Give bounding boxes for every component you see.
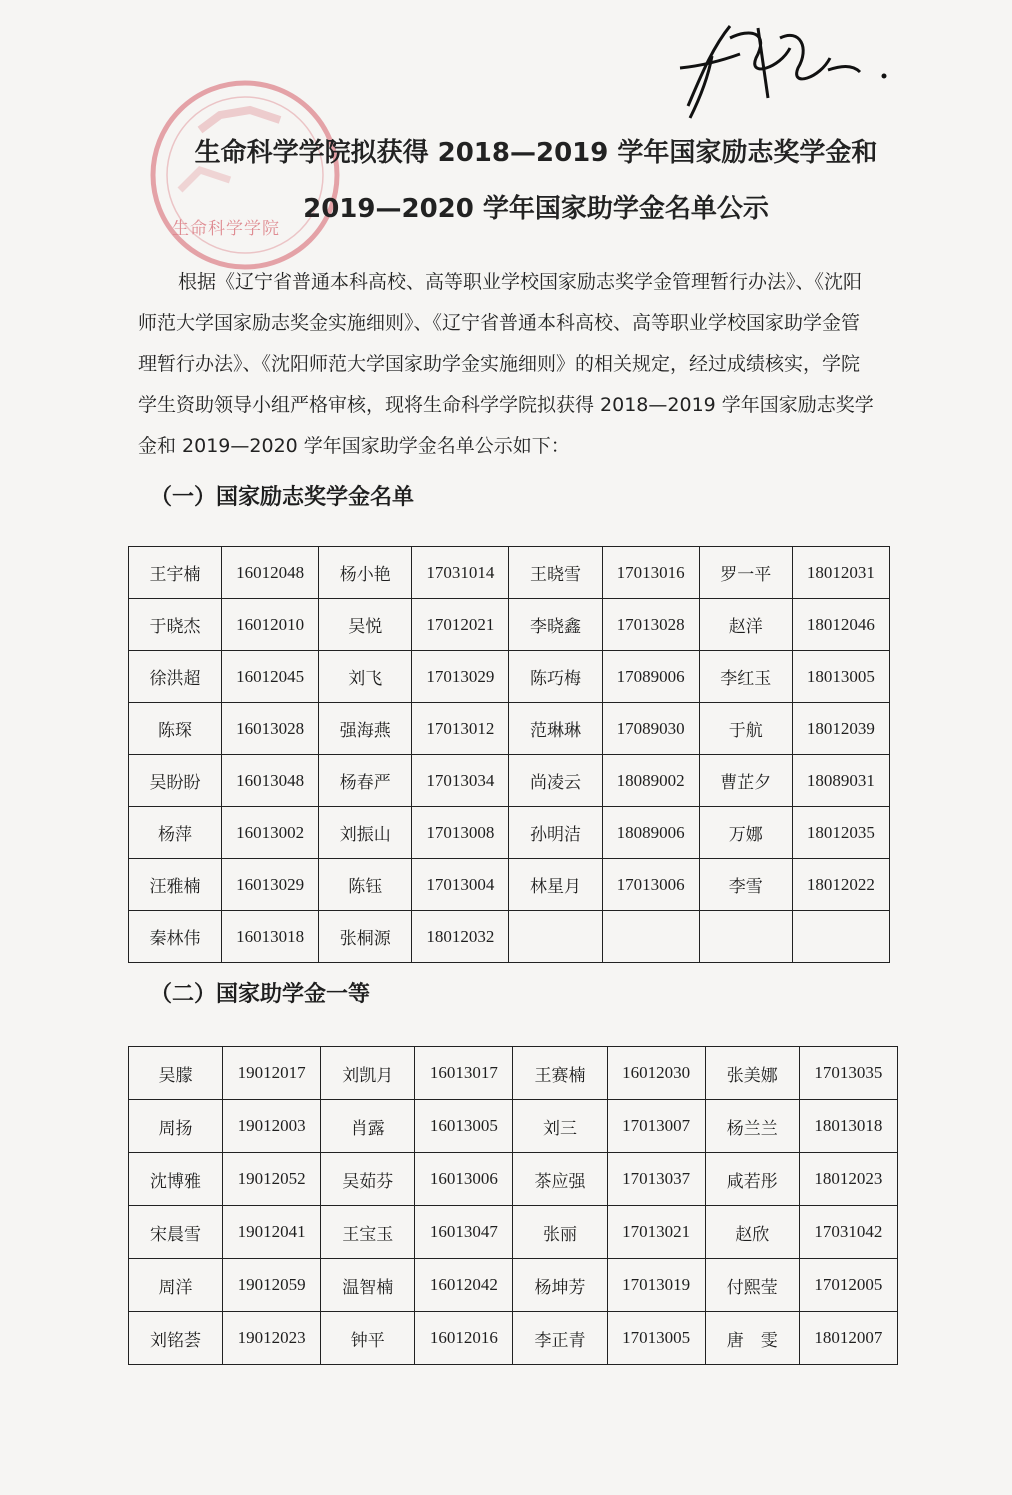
student-name-cell: 强海燕 [319,703,412,755]
student-name-cell: 于航 [699,703,792,755]
student-name-cell [509,911,602,963]
student-name-cell: 杨小艳 [319,547,412,599]
student-id-cell: 18012046 [792,599,889,651]
seal-stamp [140,70,350,280]
scholarship-table [128,546,890,963]
student-name-cell: 赵欣 [705,1206,799,1259]
student-id-cell: 18013005 [792,651,889,703]
student-id-cell: 16013017 [415,1047,513,1100]
handwritten-signature [660,8,900,138]
table-row [129,547,890,599]
student-name-cell: 刘三 [513,1100,607,1153]
student-name-cell: 陈琛 [129,703,222,755]
student-id-cell: 17031042 [799,1206,897,1259]
student-name-cell: 万娜 [699,807,792,859]
student-id-cell: 18012032 [412,911,509,963]
student-id-cell: 17013012 [412,703,509,755]
student-name-cell: 尚凌云 [509,755,602,807]
student-id-cell: 17013004 [412,859,509,911]
student-name-cell: 王晓雪 [509,547,602,599]
student-name-cell: 杨萍 [129,807,222,859]
student-id-cell: 16012048 [222,547,319,599]
student-name-cell: 宋晨雪 [129,1206,223,1259]
student-id-cell: 16012016 [415,1312,513,1365]
student-id-cell: 17013029 [412,651,509,703]
student-id-cell: 17013016 [602,547,699,599]
student-id-cell: 16013018 [222,911,319,963]
grant-table [128,1046,898,1365]
section-heading-scholarship: （一）国家励志奖学金名单 [150,485,415,510]
student-id-cell: 16012030 [607,1047,705,1100]
student-name-cell: 范琳琳 [509,703,602,755]
student-name-cell: 杨春严 [319,755,412,807]
table-row [129,703,890,755]
student-id-cell: 16013006 [415,1153,513,1206]
student-name-cell: 张美娜 [705,1047,799,1100]
student-id-cell: 19012059 [223,1259,321,1312]
student-id-cell: 16012042 [415,1259,513,1312]
student-id-cell: 19012041 [223,1206,321,1259]
student-id-cell: 18089002 [602,755,699,807]
student-name-cell: 刘铭荟 [129,1312,223,1365]
student-name-cell: 吴茹芬 [321,1153,415,1206]
student-id-cell: 16013047 [415,1206,513,1259]
student-name-cell: 付熙莹 [705,1259,799,1312]
student-id-cell: 17089006 [602,651,699,703]
table-row [129,859,890,911]
student-name-cell: 吴朦 [129,1047,223,1100]
student-id-cell: 17013035 [799,1047,897,1100]
student-name-cell: 吴盼盼 [129,755,222,807]
student-id-cell: 17031014 [412,547,509,599]
student-name-cell: 汪雅楠 [129,859,222,911]
student-name-cell: 徐洪超 [129,651,222,703]
student-id-cell: 17013019 [607,1259,705,1312]
student-name-cell: 李红玉 [699,651,792,703]
table-row [129,1206,898,1259]
student-name-cell: 王赛楠 [513,1047,607,1100]
table-row [129,1153,898,1206]
table-row [129,599,890,651]
student-id-cell: 17013021 [607,1206,705,1259]
seal-text: 生命科学学院 [172,219,280,239]
table-row [129,651,890,703]
student-name-cell: 李正青 [513,1312,607,1365]
student-name-cell: 咸若彤 [705,1153,799,1206]
student-name-cell: 周扬 [129,1100,223,1153]
student-id-cell [602,911,699,963]
student-name-cell: 杨兰兰 [705,1100,799,1153]
intro-paragraph: 根据《辽宁省普通本科高校、高等职业学校国家励志奖学金管理暂行办法》、《沈阳师范大学国家励志奖金实施细则》、《辽宁省普通本科高校、高等职业学校国家助学金管理暂行办法》、《沈阳师范大学国家助学金实施细则》的相关规定，经过成绩核实，学院学生资助领导小组严格审核，现将生命科学学院拟获得 2018—2019 学年国家励志奖学金和 2019—2020 学年国家助学金名单公示如下： [138,271,874,457]
student-name-cell: 张桐源 [319,911,412,963]
student-name-cell: 秦林伟 [129,911,222,963]
student-id-cell: 17012021 [412,599,509,651]
student-id-cell: 17013037 [607,1153,705,1206]
student-name-cell: 陈钰 [319,859,412,911]
student-name-cell: 肖露 [321,1100,415,1153]
student-name-cell: 茶应强 [513,1153,607,1206]
student-id-cell: 19012017 [223,1047,321,1100]
student-name-cell: 曹芷夕 [699,755,792,807]
student-id-cell: 17013008 [412,807,509,859]
student-id-cell: 16013002 [222,807,319,859]
student-name-cell: 刘凯月 [321,1047,415,1100]
student-id-cell: 16013048 [222,755,319,807]
student-id-cell: 16012045 [222,651,319,703]
student-id-cell: 18012039 [792,703,889,755]
student-name-cell: 张丽 [513,1206,607,1259]
table-row [129,755,890,807]
student-id-cell: 17013034 [412,755,509,807]
student-name-cell: 孙明洁 [509,807,602,859]
student-id-cell: 18012022 [792,859,889,911]
student-name-cell: 周洋 [129,1259,223,1312]
student-name-cell: 于晓杰 [129,599,222,651]
student-name-cell: 王宇楠 [129,547,222,599]
student-name-cell: 唐 雯 [705,1312,799,1365]
student-id-cell: 19012003 [223,1100,321,1153]
table-row [129,807,890,859]
student-name-cell: 杨坤芳 [513,1259,607,1312]
student-name-cell: 陈巧梅 [509,651,602,703]
student-name-cell: 钟平 [321,1312,415,1365]
student-name-cell: 刘飞 [319,651,412,703]
student-name-cell: 李晓鑫 [509,599,602,651]
document-title-line2: 2019—2020 学年国家助学金名单公示 [303,194,769,224]
student-id-cell: 17089030 [602,703,699,755]
student-id-cell: 18089006 [602,807,699,859]
student-id-cell: 19012052 [223,1153,321,1206]
student-id-cell: 17013005 [607,1312,705,1365]
section-heading-grant: （二）国家助学金一等 [150,982,371,1007]
table-row [129,1047,898,1100]
student-name-cell: 刘振山 [319,807,412,859]
table-row [129,911,890,963]
student-name-cell: 林星月 [509,859,602,911]
student-id-cell: 17013006 [602,859,699,911]
student-id-cell: 16013005 [415,1100,513,1153]
student-id-cell: 18013018 [799,1100,897,1153]
student-id-cell: 16013029 [222,859,319,911]
student-id-cell [792,911,889,963]
table-row [129,1100,898,1153]
student-name-cell: 罗一平 [699,547,792,599]
student-name-cell: 吴悦 [319,599,412,651]
student-name-cell: 王宝玉 [321,1206,415,1259]
student-id-cell: 18012031 [792,547,889,599]
document-title-line1: 生命科学学院拟获得 2018—2019 学年国家励志奖学金和 [194,138,878,168]
student-name-cell: 赵洋 [699,599,792,651]
student-id-cell: 16012010 [222,599,319,651]
student-id-cell: 18089031 [792,755,889,807]
student-id-cell: 17013028 [602,599,699,651]
student-id-cell: 19012023 [223,1312,321,1365]
student-name-cell: 温智楠 [321,1259,415,1312]
student-name-cell: 李雪 [699,859,792,911]
student-id-cell: 18012007 [799,1312,897,1365]
student-name-cell: 沈博雅 [129,1153,223,1206]
table-row [129,1259,898,1312]
student-id-cell: 17012005 [799,1259,897,1312]
student-id-cell: 18012023 [799,1153,897,1206]
student-id-cell: 16013028 [222,703,319,755]
student-id-cell: 18012035 [792,807,889,859]
student-id-cell: 17013007 [607,1100,705,1153]
student-name-cell [699,911,792,963]
table-row [129,1312,898,1365]
